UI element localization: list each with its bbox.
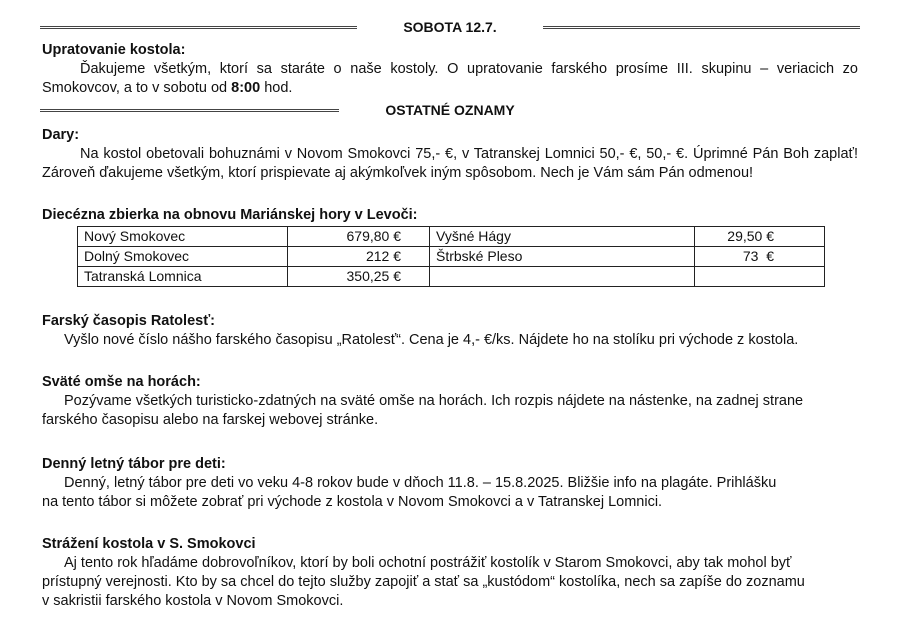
collection-heading: Diecézna zbierka na obnovu Mariánskej hory v Levoči: — [42, 207, 418, 223]
mountain-mass-announcement — [42, 373, 858, 430]
header-rule-left — [40, 26, 357, 29]
amount-cell: 212 € — [288, 247, 430, 267]
cleaning-text-before: Ďakujeme všetkým, ktorí sa staráte o naše kostoly. O upratovanie farského prosíme III. skupinu – veriacich zo Smokovcov, a to v sobotu od — [42, 61, 858, 96]
magazine-heading: Farský časopis Ratolesť: — [42, 313, 215, 329]
cleaning-heading: Upratovanie kostola: — [42, 42, 186, 58]
gifts-announcement — [42, 126, 858, 183]
mountain-mass-heading: Sväté omše na horách: — [42, 374, 201, 390]
header-rule-right — [543, 26, 860, 29]
magazine-announcement — [42, 312, 858, 350]
place-cell — [430, 267, 695, 287]
magazine-text: Vyšlo nové číslo nášho farského časopisu „Ratolesť“. Cena je 4,- €/ks. Nájdete ho na stolíku pri východe z kostola. — [64, 332, 799, 348]
cleaning-text-after: hod. — [260, 80, 293, 96]
amount-cell — [695, 267, 825, 287]
camp-heading: Denný letný tábor pre deti: — [42, 456, 226, 472]
header-rule-left — [40, 109, 339, 112]
guarding-announcement — [42, 535, 858, 611]
place-cell: Tatranská Lomnica — [78, 267, 288, 287]
other-section-header — [40, 100, 860, 120]
guarding-heading: Strážení kostola v S. Smokovci — [42, 536, 256, 552]
camp-line1: Denný, letný tábor pre deti vo veku 4-8 rokov bude v dňoch 11.8. – 15.8.2025. Bližšie info na plagáte. Prihlášku — [64, 475, 777, 491]
amount-cell: 350,25 € — [288, 267, 430, 287]
cleaning-announcement — [42, 41, 858, 98]
gifts-text: Na kostol obetovali bohuznámi v Novom Smokovci 75,- €, v Tatranskej Lomnici 50,- €, 50,- €. Úprimné Pán Boh zaplať! Zároveň ďakujeme všetkým, ktorí prispievate aj akýmkoľvek iným spôsobom. Nech je Vám sám Pán odmenou! — [42, 146, 858, 181]
collection-announcement — [42, 206, 858, 225]
saturday-title: SOBOTA 12.7. — [403, 18, 497, 35]
mountain-mass-line2: farského časopisu alebo na farskej webovej stránke. — [42, 412, 379, 428]
table-row — [78, 267, 825, 287]
table-row — [78, 247, 825, 267]
amount-cell: 679,80 € — [288, 227, 430, 247]
table-row — [78, 227, 825, 247]
mountain-mass-line1: Pozývame všetkých turisticko-zdatných na sväté omše na horách. Ich rozpis nájdete na nástenke, na zadnej strane — [64, 393, 804, 409]
saturday-section-header — [40, 17, 860, 37]
amount-cell: 29,50 € — [695, 227, 825, 247]
cleaning-time: 8:00 — [231, 80, 261, 96]
amount-cell: 73 € — [695, 247, 825, 267]
camp-line2: na tento tábor si môžete zobrať pri východe z kostola v Novom Smokovci a v Tatranskej Lomnici. — [42, 494, 663, 510]
cleaning-text — [42, 60, 858, 98]
guarding-line1: Aj tento rok hľadáme dobrovoľníkov, ktorí by boli ochotní postrážiť kostolík v Starom Smokovci, aby tak mohol byť — [64, 555, 792, 571]
collection-table — [77, 226, 825, 287]
guarding-line2: prístupný verejnosti. Kto by sa chcel do tejto služby zapojiť a stať sa „kustódom“ kostolíka, nech sa zapíše do zoznamu — [42, 574, 805, 590]
place-cell: Vyšné Hágy — [430, 227, 695, 247]
place-cell: Štrbské Pleso — [430, 247, 695, 267]
gifts-heading: Dary: — [42, 127, 80, 143]
other-title: OSTATNÉ OZNAMY — [385, 101, 515, 118]
place-cell: Dolný Smokovec — [78, 247, 288, 267]
place-cell: Nový Smokovec — [78, 227, 288, 247]
guarding-line3: v sakristii farského kostola v Novom Smokovci. — [42, 593, 344, 609]
camp-announcement — [42, 455, 858, 512]
